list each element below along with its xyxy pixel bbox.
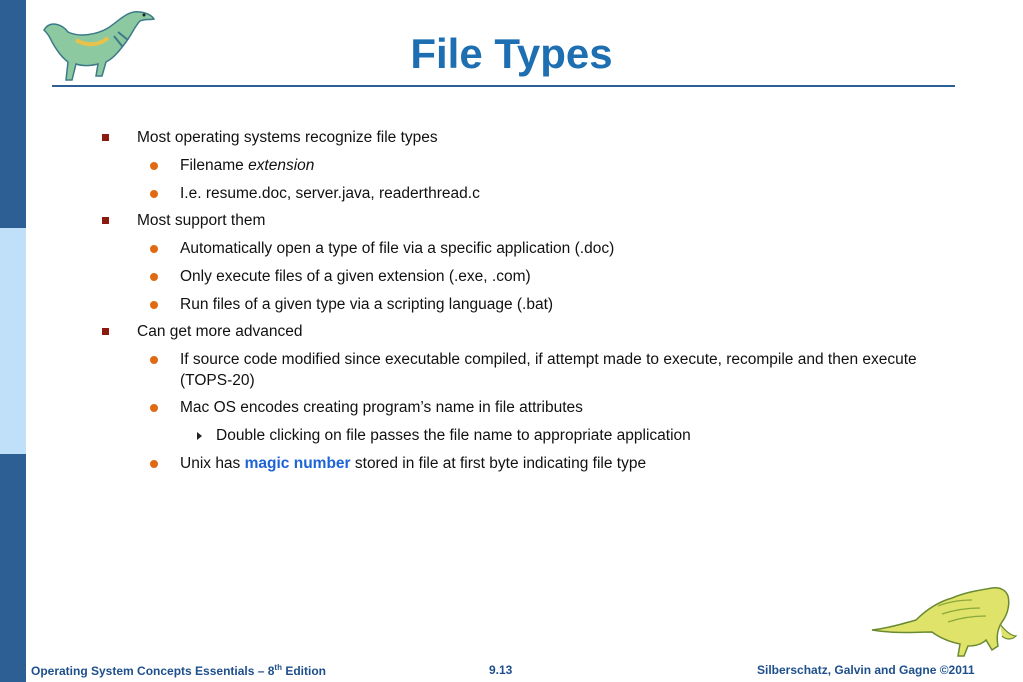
square-bullet-icon xyxy=(102,134,109,141)
bullet-text: Mac OS encodes creating program’s name in file attributes xyxy=(180,399,583,416)
bullet-text xyxy=(180,455,646,473)
page-number: 9.13 xyxy=(489,663,513,677)
bullet-text: Most operating systems recognize file types xyxy=(137,129,438,146)
slide-title: File Types xyxy=(410,30,613,77)
side-bar-segment-middle xyxy=(0,228,26,454)
title-divider xyxy=(52,85,955,87)
bullet-text: Automatically open a type of file via a specific application (.doc) xyxy=(180,240,615,257)
side-bar-segment-bottom xyxy=(0,454,26,682)
bullet-text xyxy=(180,157,314,175)
dot-bullet-icon xyxy=(150,162,158,170)
triangle-bullet-icon xyxy=(197,432,202,440)
bullet-text: Only execute files of a given extension (.exe, .com) xyxy=(180,268,531,285)
square-bullet-icon xyxy=(102,217,109,224)
bullet-text: Double clicking on file passes the file name to appropriate application xyxy=(216,427,691,444)
side-bar xyxy=(0,0,26,682)
bullet-text: If source code modified since executable compiled, if attempt made to execute, recompile and then execute xyxy=(180,351,917,368)
bullet-text: I.e. resume.doc, server.java, readerthread.c xyxy=(180,185,480,202)
bullet-text: Most support them xyxy=(137,212,266,229)
dot-bullet-icon xyxy=(150,190,158,198)
bullet-text: Run files of a given type via a scripting language (.bat) xyxy=(180,296,554,313)
footer-authors: Silberschatz, Galvin and Gagne ©2011 xyxy=(757,663,975,677)
dot-bullet-icon xyxy=(150,404,158,412)
footer-book-suffix: Edition xyxy=(281,664,326,678)
footer-book-sup: th xyxy=(274,663,282,672)
bullet-text-prefix: Unix has xyxy=(180,455,245,472)
footer-book-title xyxy=(31,663,326,678)
bullet-text-prefix: Filename xyxy=(180,157,249,174)
dot-bullet-icon xyxy=(150,273,158,281)
dot-bullet-icon xyxy=(150,356,158,364)
emphasis-text: extension xyxy=(248,157,315,174)
dot-bullet-icon xyxy=(150,245,158,253)
bullet-text-continued: (TOPS-20) xyxy=(180,372,255,389)
dot-bullet-icon xyxy=(150,460,158,468)
dinosaur-icon xyxy=(868,584,1018,660)
bullet-text: Can get more advanced xyxy=(137,323,303,340)
footer-book-prefix: Operating System Concepts Essentials – 8 xyxy=(31,664,275,678)
square-bullet-icon xyxy=(102,328,109,335)
dot-bullet-icon xyxy=(150,301,158,309)
highlight-text: magic number xyxy=(244,455,351,472)
bullet-text-suffix: stored in file at first byte indicating file type xyxy=(350,455,647,472)
